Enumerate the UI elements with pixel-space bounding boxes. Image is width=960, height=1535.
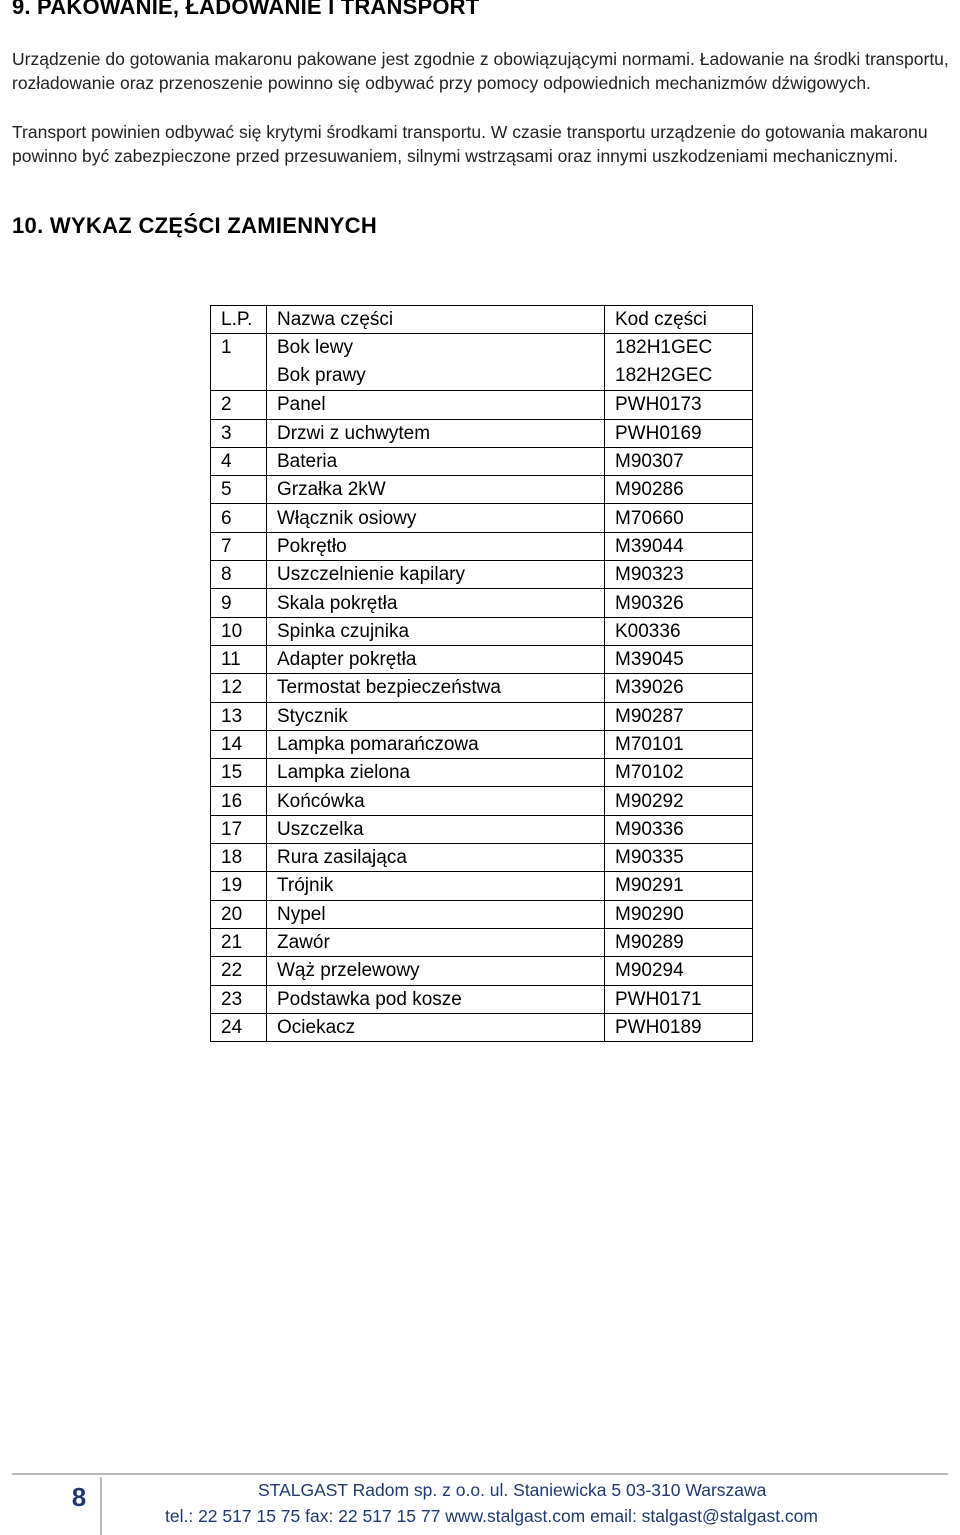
row-part-name: Ociekacz xyxy=(267,1013,605,1041)
row-part-name: Uszczelka xyxy=(267,815,605,843)
footer-contact-info: tel.: 22 517 15 75 fax: 22 517 15 77 www.stalgast.com email: stalgast@stalgast.com xyxy=(165,1506,818,1526)
row-part-code: M90335 xyxy=(605,844,753,872)
row-lp: 6 xyxy=(211,504,267,532)
table-row xyxy=(211,985,753,1013)
row-lp: 3 xyxy=(211,419,267,447)
table-row xyxy=(211,730,753,758)
row-part-name: Panel xyxy=(267,391,605,419)
row-part-name: Zawór xyxy=(267,928,605,956)
row-part-code xyxy=(605,334,753,391)
table-row xyxy=(211,589,753,617)
table-row xyxy=(211,617,753,645)
table-row xyxy=(211,815,753,843)
row-part-name: Stycznik xyxy=(267,702,605,730)
row-part-name: Wąż przelewowy xyxy=(267,957,605,985)
table-row xyxy=(211,928,753,956)
part-code-left-side: 182H1GEC xyxy=(615,337,713,359)
row-part-name: Trójnik xyxy=(267,872,605,900)
row-part-code: M90326 xyxy=(605,589,753,617)
row-lp: 21 xyxy=(211,928,267,956)
row-lp: 22 xyxy=(211,957,267,985)
table-row xyxy=(211,759,753,787)
footer-divider xyxy=(12,1473,948,1475)
table-row xyxy=(211,674,753,702)
row-lp: 20 xyxy=(211,900,267,928)
table-row xyxy=(211,645,753,673)
section-9-title: 9. PAKOWANIE, ŁADOWANIE I TRANSPORT xyxy=(12,0,480,19)
section-9-paragraph-2 xyxy=(12,120,952,168)
row-lp: 18 xyxy=(211,844,267,872)
row-part-code: M90286 xyxy=(605,476,753,504)
row-part-name: Końcówka xyxy=(267,787,605,815)
header-part-code: Kod części xyxy=(605,306,753,334)
row-part-name: Spinka czujnika xyxy=(267,617,605,645)
table-row xyxy=(211,1013,753,1041)
table-header-row xyxy=(211,306,753,334)
table-row xyxy=(211,900,753,928)
header-lp: L.P. xyxy=(211,306,267,334)
table-row xyxy=(211,334,753,391)
row-lp: 13 xyxy=(211,702,267,730)
row-lp: 9 xyxy=(211,589,267,617)
table-row xyxy=(211,957,753,985)
spare-parts-table xyxy=(210,305,753,1042)
row-lp: 16 xyxy=(211,787,267,815)
row-lp: 2 xyxy=(211,391,267,419)
row-part-name: Włącznik osiowy xyxy=(267,504,605,532)
row-part-name: Podstawka pod kosze xyxy=(267,985,605,1013)
row-part-name: Skala pokrętła xyxy=(267,589,605,617)
part-name-right-side: Bok prawy xyxy=(277,365,366,387)
row-part-code: M70102 xyxy=(605,759,753,787)
table-row xyxy=(211,419,753,447)
row-part-code: M39044 xyxy=(605,532,753,560)
footer-vertical-divider xyxy=(100,1477,102,1535)
header-part-name: Nazwa części xyxy=(267,306,605,334)
row-lp: 12 xyxy=(211,674,267,702)
table-row xyxy=(211,787,753,815)
row-part-name: Drzwi z uchwytem xyxy=(267,419,605,447)
table-row xyxy=(211,476,753,504)
table-row xyxy=(211,702,753,730)
row-lp: 19 xyxy=(211,872,267,900)
part-code-right-side: 182H2GEC xyxy=(615,365,713,387)
row-lp: 24 xyxy=(211,1013,267,1041)
row-part-code: M90292 xyxy=(605,787,753,815)
row-part-code: M39045 xyxy=(605,645,753,673)
table-row xyxy=(211,561,753,589)
row-part-code: PWH0189 xyxy=(605,1013,753,1041)
table-row xyxy=(211,532,753,560)
row-part-code: M90291 xyxy=(605,872,753,900)
row-part-name: Bateria xyxy=(267,447,605,475)
row-part-name: Pokrętło xyxy=(267,532,605,560)
row-lp: 15 xyxy=(211,759,267,787)
row-lp: 23 xyxy=(211,985,267,1013)
section-9-paragraph-1: Urządzenie do gotowania makaronu pakowane jest zgodnie z obowiązującymi normami. Ładowanie na środki transportu, rozładowanie oraz przenoszenie powinno się odbywać przy pomocy odpowiednich mechanizmów dźwigowych. xyxy=(12,49,949,93)
row-lp: 10 xyxy=(211,617,267,645)
row-part-code: M90294 xyxy=(605,957,753,985)
row-part-code: PWH0171 xyxy=(605,985,753,1013)
table-row xyxy=(211,872,753,900)
table-row xyxy=(211,447,753,475)
row-lp: 5 xyxy=(211,476,267,504)
paragraph-2-sentence-1: Transport powinien odbywać się krytymi środkami transportu. xyxy=(12,122,486,142)
row-part-code: M90336 xyxy=(605,815,753,843)
row-part-name: Uszczelnienie kapilary xyxy=(267,561,605,589)
row-part-code: PWH0173 xyxy=(605,391,753,419)
row-lp: 17 xyxy=(211,815,267,843)
row-lp: 4 xyxy=(211,447,267,475)
row-part-name xyxy=(267,334,605,391)
page-number: 8 xyxy=(71,1482,87,1512)
row-part-name: Adapter pokrętła xyxy=(267,645,605,673)
table-row xyxy=(211,391,753,419)
part-name-left-side: Bok lewy xyxy=(277,337,354,359)
row-part-name: Lampka pomarańczowa xyxy=(267,730,605,758)
row-part-name: Nypel xyxy=(267,900,605,928)
row-part-code: M70101 xyxy=(605,730,753,758)
row-lp: 8 xyxy=(211,561,267,589)
row-part-code: M90323 xyxy=(605,561,753,589)
row-part-code: M90289 xyxy=(605,928,753,956)
row-part-code: K00336 xyxy=(605,617,753,645)
row-part-code: M90307 xyxy=(605,447,753,475)
table-row xyxy=(211,504,753,532)
row-lp: 11 xyxy=(211,645,267,673)
row-part-code: M70660 xyxy=(605,504,753,532)
row-part-name: Termostat bezpieczeństwa xyxy=(267,674,605,702)
row-part-code: M90290 xyxy=(605,900,753,928)
table-row xyxy=(211,844,753,872)
row-part-name: Lampka zielona xyxy=(267,759,605,787)
row-part-code: M90287 xyxy=(605,702,753,730)
section-10-title: 10. WYKAZ CZĘŚCI ZAMIENNYCH xyxy=(12,213,378,238)
footer-company-address: STALGAST Radom sp. z o.o. ul. Staniewicka 5 03-310 Warszawa xyxy=(258,1480,767,1500)
row-lp: 1 xyxy=(211,334,267,391)
paragraph-2-sentence-2: W czasie transportu urządzenie do gotowania makaronu powinno być zabezpieczone przed przesuwaniem, silnymi wstrząsami oraz innymi uszkodzeniami mechanicznymi. xyxy=(12,122,928,166)
row-part-name: Rura zasilająca xyxy=(267,844,605,872)
row-part-name: Grzałka 2kW xyxy=(267,476,605,504)
row-lp: 7 xyxy=(211,532,267,560)
row-lp: 14 xyxy=(211,730,267,758)
row-part-code: M39026 xyxy=(605,674,753,702)
row-part-code: PWH0169 xyxy=(605,419,753,447)
